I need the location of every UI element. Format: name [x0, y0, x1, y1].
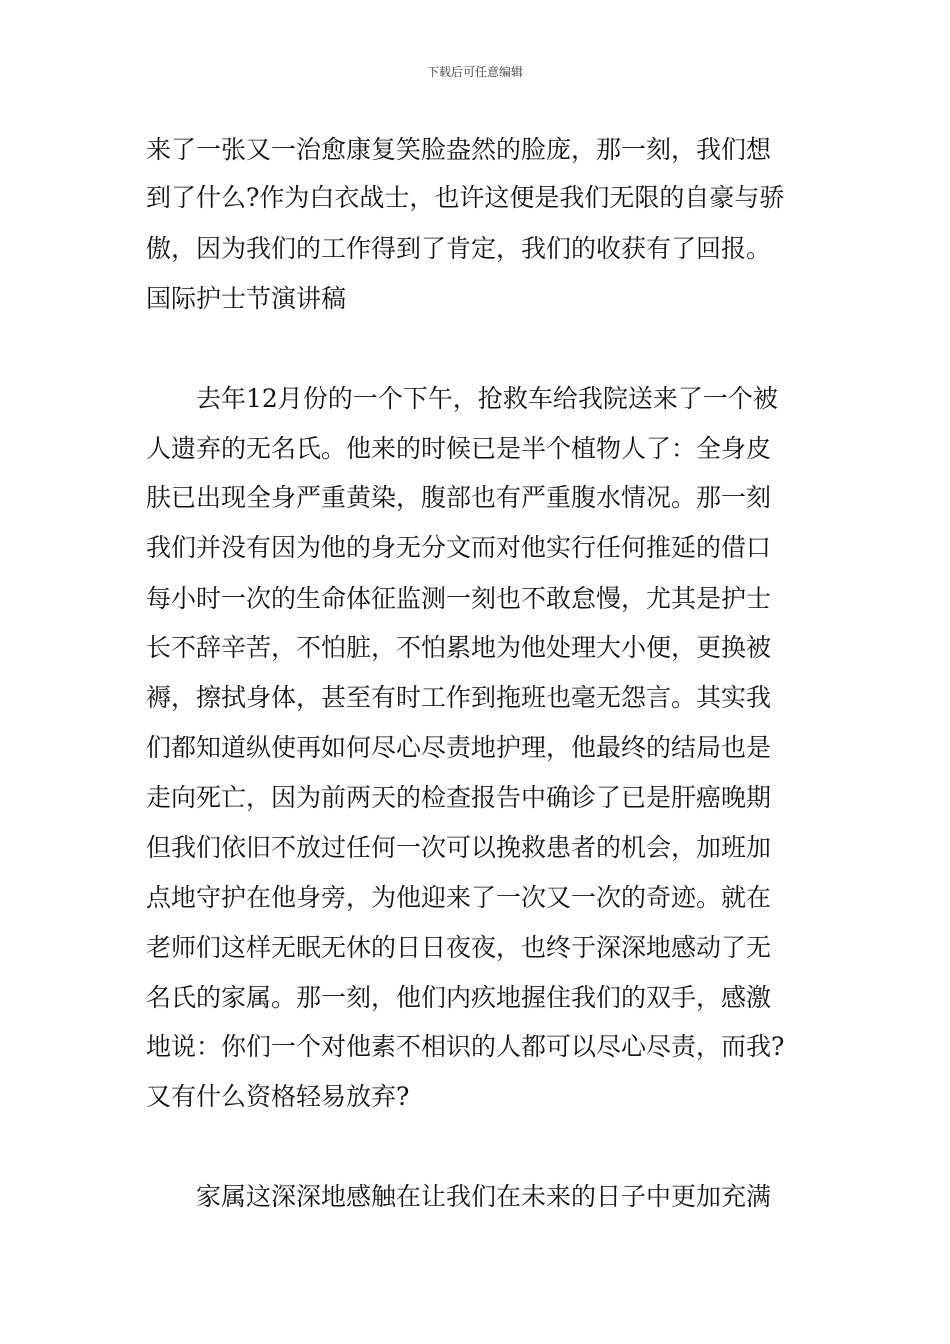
text-line: 人遗弃的无名氏。他来的时候已是半个植物人了：全身皮 — [146, 434, 772, 463]
text-line: 去年12月份的一个下午，抢救车给我院送来了一个被 — [196, 384, 778, 413]
text-line: 点地守护在他身旁，为他迎来了一次又一次的奇迹。就在 — [146, 883, 772, 912]
text-line: 肤已出现全身严重黄染，腹部也有严重腹水情况。那一刻 — [146, 483, 772, 512]
text-line: 但我们依旧不放过任何一次可以挽救患者的机会，加班加 — [146, 833, 772, 862]
text-line: 来了一张又一治愈康复笑脸盎然的脸庞，那一刻，我们想 — [146, 135, 772, 164]
text-line: 走向死亡，因为前两天的检查报告中确诊了已是肝癌晚期 — [146, 783, 772, 812]
text-line: 地说：你们一个对他素不相识的人都可以尽心尽责，而我? — [146, 1032, 785, 1061]
text-line: 名氏的家属。那一刻，他们内疚地握住我们的双手，感激 — [146, 983, 772, 1012]
text-line: 家属这深深地感触在让我们在未来的日子中更加充满 — [196, 1182, 772, 1211]
page-header: 下载后可任意编辑 — [426, 65, 523, 79]
text-line: 褥，擦拭身体，甚至有时工作到拖班也毫无怨言。其实我 — [146, 683, 772, 712]
text-line: 到了什么?作为白衣战士，也许这便是我们无限的自豪与骄 — [146, 183, 785, 212]
text-line: 长不辞辛苦，不怕脏，不怕累地为他处理大小便，更换被 — [146, 633, 772, 662]
section-title: 国际护士节演讲稿 — [146, 284, 347, 313]
text-line: 我们并没有因为他的身无分文而对他实行任何推延的借口 — [146, 533, 772, 562]
text-line: 又有什么资格轻易放弃? — [146, 1082, 410, 1111]
text-line: 每小时一次的生命体征监测一刻也不敢怠慢，尤其是护士 — [146, 584, 772, 613]
text-line: 傲，因为我们的工作得到了肯定，我们的收获有了回报。 — [146, 234, 772, 263]
text-line: 们都知道纵使再如何尽心尽责地护理，他最终的结局也是 — [146, 733, 772, 762]
text-line: 老师们这样无眠无休的日日夜夜，也终于深深地感动了无 — [146, 933, 772, 962]
